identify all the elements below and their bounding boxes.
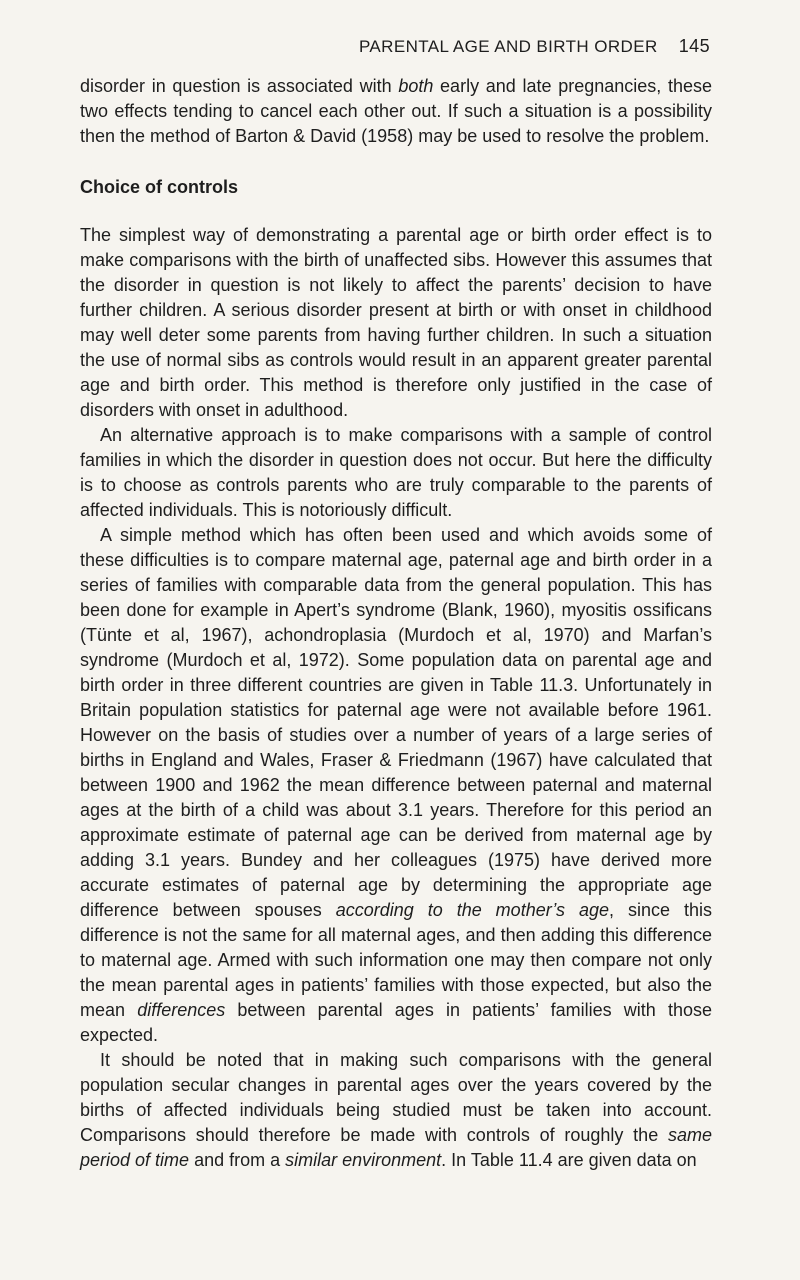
section-heading: Choice of controls [80, 177, 239, 197]
emphasis-similar-environment: similar environment [285, 1150, 442, 1170]
emphasis-differences: differences [137, 1000, 226, 1020]
running-header [80, 36, 710, 57]
emphasis-both: both [398, 76, 434, 96]
paragraph-simple-method: A simple method which has often been used and which avoids some of these difficulties is to compare maternal age, paternal age and birth order in a series of families with comparable data from the general population. This has been done for example in Apert’s syndrome (Blank, 1960), myositis ossificans (Tünte et al, 1967), achondroplasia (Murdoch et al, 1970) and Marfan’s syndrome (Murdoch et al, 1972). Some population data on parental age and birth order in three different countries are given in Table 11.3. Unfortunately in Britain population statistics for paternal age were not available before 1961. However on the basis of studies over a number of years of a large series of births in England and Wales, Fraser & Friedmann (1967) have calculated that between 1900 and 1962 the mean difference between paternal and maternal ages at the birth of a child was about 3.1 years. Therefore for this period an approximate estimate of paternal age can be derived from maternal age by adding 3.1 years. Bundey and her colleagues (1975) have derived more accurate estimates of paternal age by determining the appropriate age difference between spouses according to the mother’s age, since this difference is not the same for all maternal ages, and then adding this difference to maternal age. Armed with such information one may then compare not only the mean parental ages in patients’ families with those expected, but also the mean differences between parental ages in patients’ families with those expected. [80, 525, 713, 1045]
running-title: PARENTAL AGE AND BIRTH ORDER [358, 37, 658, 56]
paragraph-alternative: An alternative approach is to make comparisons with a sample of control families in which the disorder in question does not occur. But here the difficulty is to choose as controls parents who are truly comparable to the parents of affected individuals. This is notoriously difficult. [80, 425, 712, 520]
emphasis-mothers-age: according to the mother’s age [335, 900, 610, 920]
page-body [80, 74, 712, 1173]
paragraph-secular-changes: It should be noted that in making such comparisons with the general population secular changes in parental ages over the years covered by the births of affected individuals being studied must be taken into account. Comparisons should therefore be made with controls of roughly the same period of time and from a similar environment. In Table 11.4 are given data on [80, 1050, 712, 1170]
page-number: 145 [678, 36, 710, 56]
emphasis-same-period: same period of time [80, 1125, 712, 1170]
paragraph-continuation: disorder in question is associated with both early and late pregnancies, these two effects tending to cancel each other out. If such a situation is a possibility then the method of Barton & David (1958) may be used to resolve the problem. [80, 76, 712, 146]
paragraph-sibs: The simplest way of demonstrating a parental age or birth order effect is to make comparisons with the birth of unaffected sibs. However this assumes that the disorder in question is not likely to affect the parents’ decision to have further children. A serious disorder present at birth or with onset in childhood may well deter some parents from having further children. In such a situation the use of normal sibs as controls would result in an apparent greater parental age and birth order. This method is therefore only justified in the case of disorders with onset in adulthood. [80, 225, 712, 420]
